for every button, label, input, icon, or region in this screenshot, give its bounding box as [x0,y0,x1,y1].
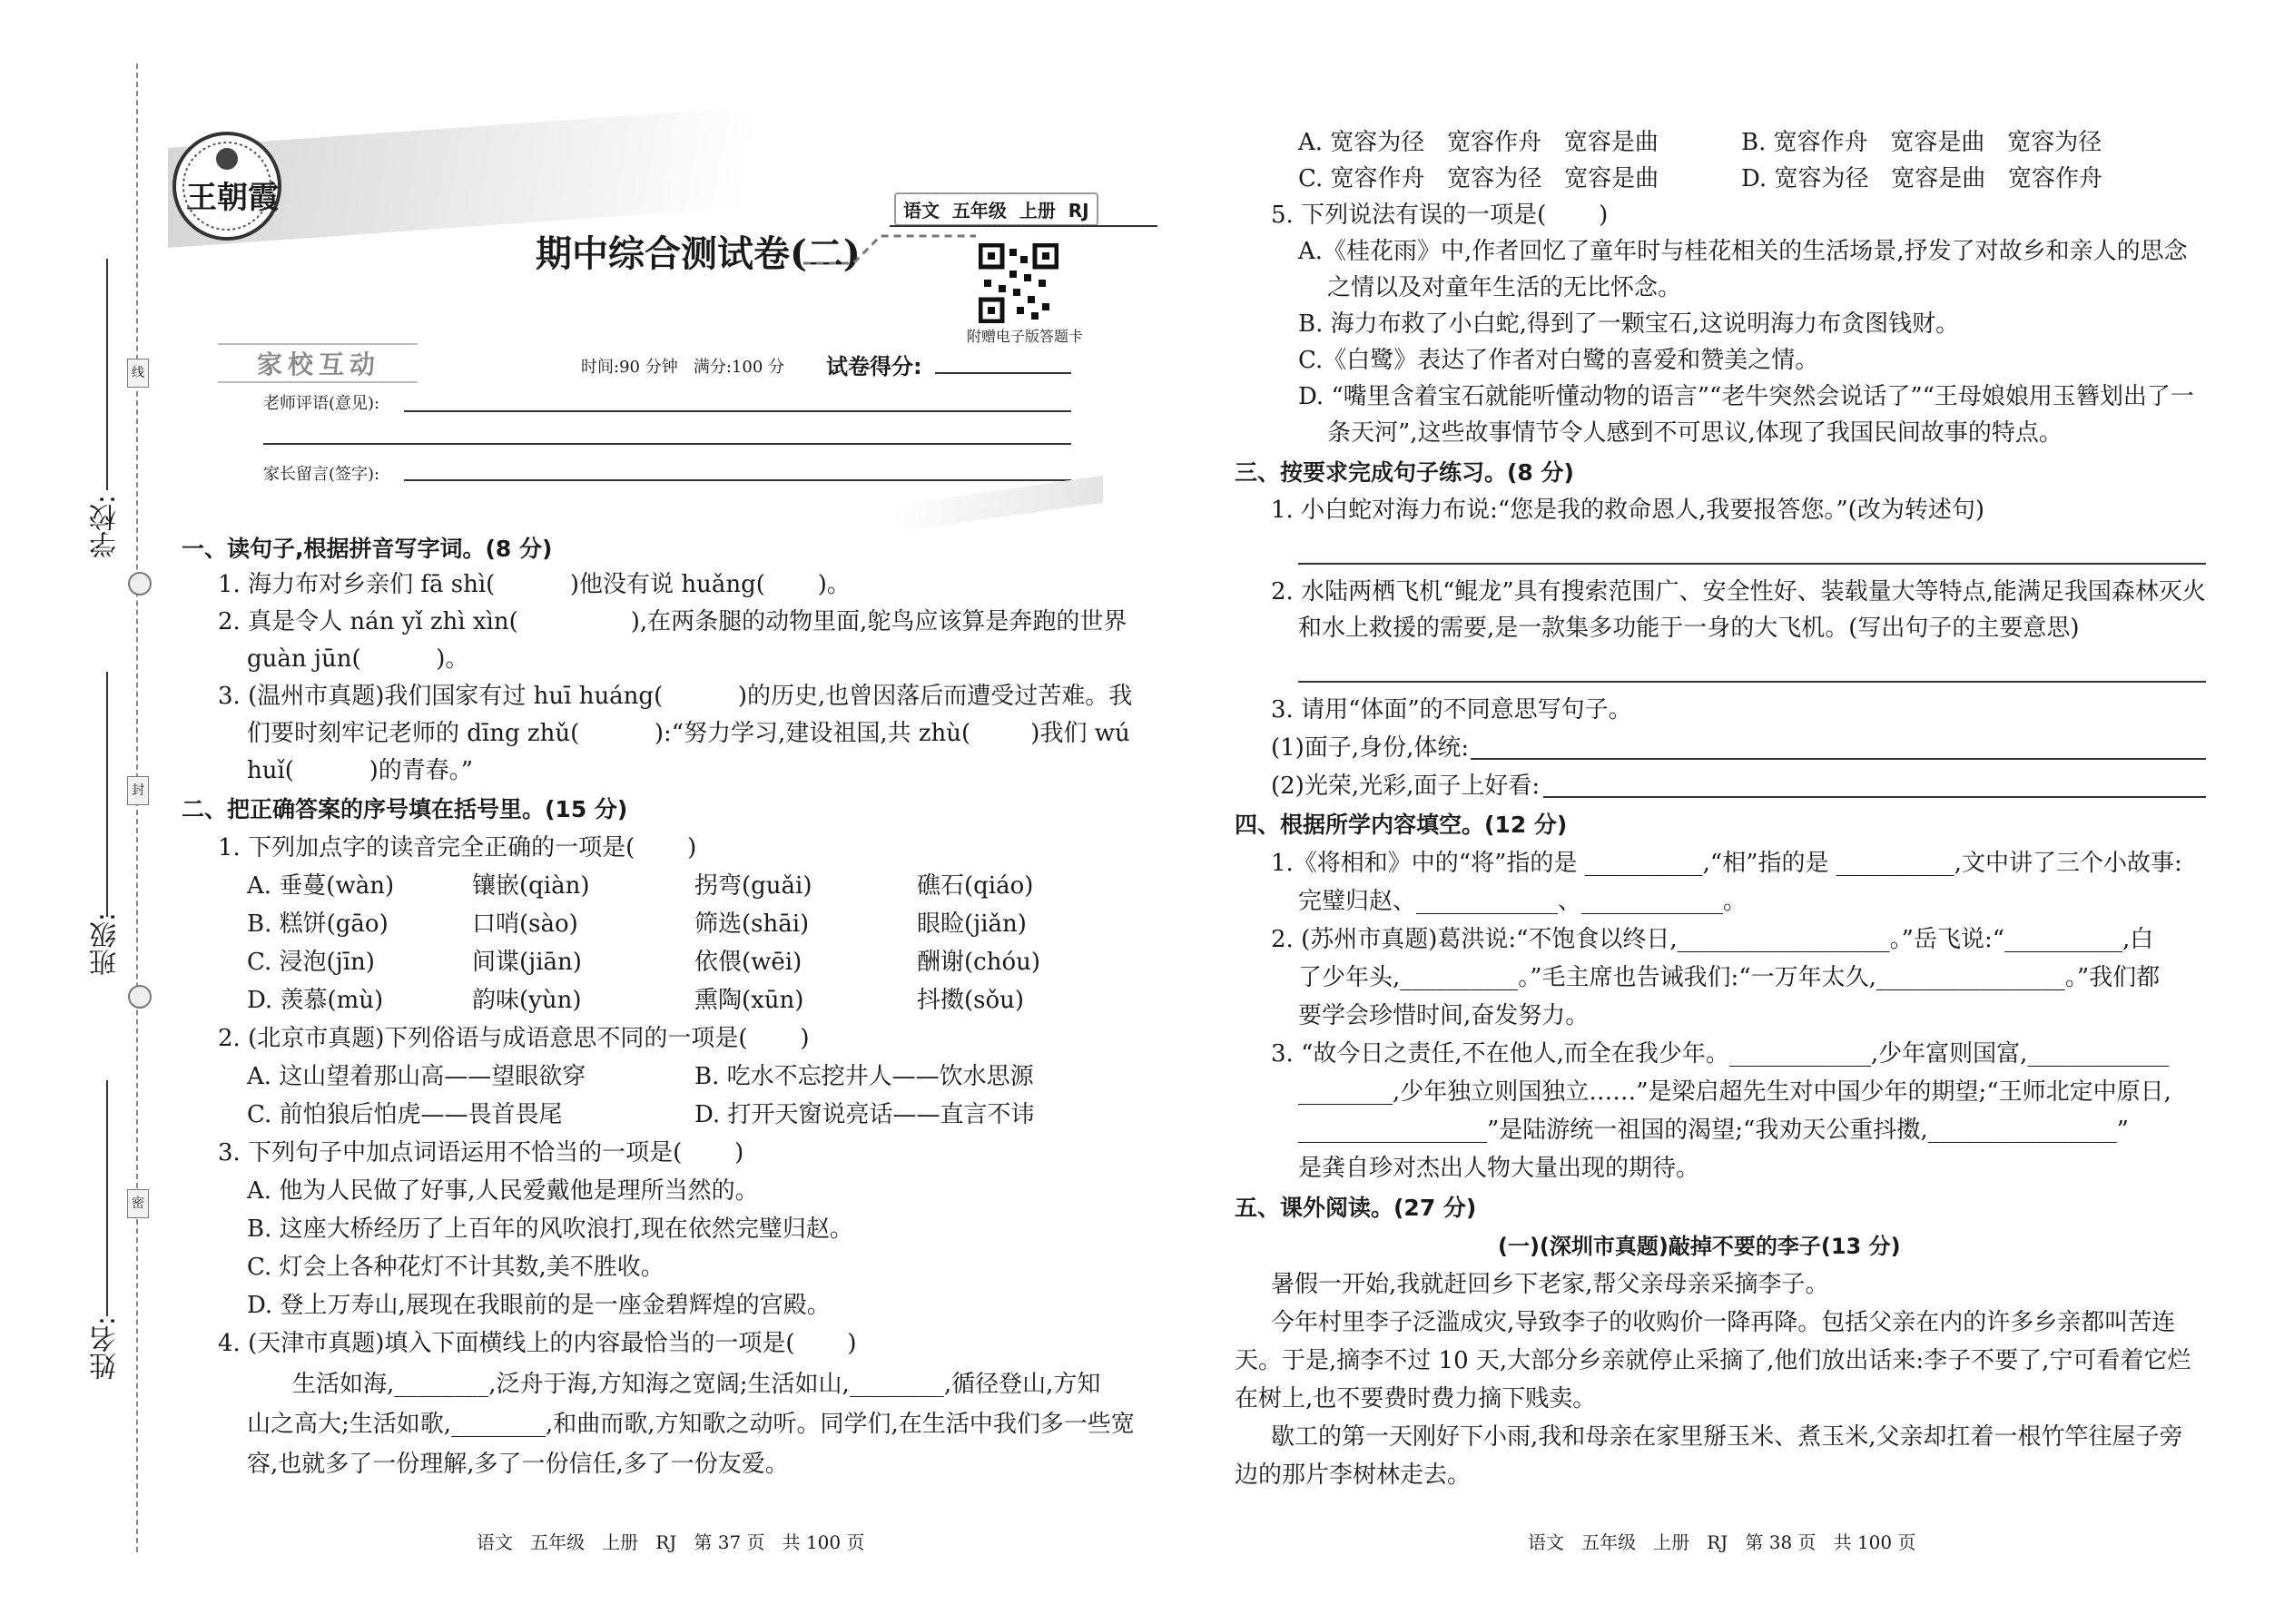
q3-2-cont: 和水上救援的需要,是一款集多功能于一身的大飞机。(写出句子的主要意思) [1298,615,2080,642]
q2-4-passage: 生活如海,________,泛舟于海,方知海之宽阔;生活如山,________,循径登山,方知 [292,1371,1101,1398]
reading-paragraph-cont: 在树上,也不要费时费力摘下贱卖。 [1235,1385,1597,1412]
q3-3-1: (1)面子,身份,体统: [1271,734,1470,762]
q2-5-opt-b: B. 海力布救了小白蛇,得到了一颗宝石,这说明海力布贪图钱财。 [1298,310,1960,338]
q2-1-opt: B. 糕饼(gāo) [247,910,389,938]
binding-mark-seal: 封 [127,776,149,805]
q4-3-cont2: ________________”是陆游统一祖国的渴望;“我劝天公重抖擞,________________” [1298,1117,2129,1144]
q2-1-opt: 眼睑(jiǎn) [917,910,1027,938]
q2-5-opt-d-cont: 条天河”,这些故事情节令人感到不可思议,体现了我国民间故事的特点。 [1327,419,2063,447]
q3-3-2-answer-line[interactable] [1543,796,2206,798]
q2-4-opt: D. 宽容为径 宽容是曲 宽容作舟 [1741,165,2103,192]
q3-3-2: (2)光荣,光彩,面子上好看: [1271,773,1541,800]
q2-2: 2. (北京市真题)下列俗语与成语意思不同的一项是( ) [218,1025,810,1052]
q2-1-opt: 口哨(sào) [472,910,578,938]
q2-1-opt: 筛选(shāi) [694,910,810,938]
class-label: 班级: [90,912,122,977]
q4-3: 3. “故今日之责任,不在他人,而全在我少年。____________,少年富则国富,____________ [1271,1040,2170,1068]
q2-1-opt: C. 浸泡(jīn) [247,949,375,976]
q2-3-opt: A. 他为人民做了好事,人民爱戴他是理所当然的。 [247,1177,759,1205]
q2-1-opt: A. 垂蔓(wàn) [247,872,395,900]
family-school-label: 家校互动 [257,349,381,379]
reading-paragraph: 今年村里李子泛滥成灾,导致李子的收购价一降再降。包括父亲在内的许多乡亲都叫苦连 [1271,1309,2176,1336]
q4-2-cont2: 要学会珍惜时间,奋发努力。 [1298,1002,1590,1029]
q2-1-opt: 韵味(yùn) [472,987,582,1014]
q2-1-opt: 依偎(wēi) [694,949,802,976]
q2-5-opt-c: C.《白鹭》表达了作者对白鹭的喜爱和赞美之情。 [1298,347,1819,374]
footer-right: 语文 五年级 上册 RJ 第 38 页 共 100 页 [1528,1531,1916,1553]
teacher-comment-field-2[interactable] [263,443,1071,445]
q3-2-answer-line[interactable] [1298,681,2206,683]
q2-3: 3. 下列句子中加点词语运用不恰当的一项是( ) [218,1139,744,1166]
q4-2-cont: 了少年头,__________。”毛主席也告诫我们:“一万年太久,________________。”我们都 [1298,964,2161,991]
parent-comment-label: 家长留言(签字): [263,465,380,484]
q1-2: 2. 真是令人 nán yǐ zhì xìn( ),在两条腿的动物里面,鸵鸟应该算是奔跑的世界 [218,608,1127,635]
q1-3-cont: 们要时刻牢记老师的 dīng zhǔ( ):“努力学习,建设祖国,共 zhù( )我们 wú [247,720,1130,747]
reading-paragraph-cont: 边的那片李树林走去。 [1235,1462,1472,1489]
reading-paragraph: 歇工的第一天刚好下小雨,我和母亲在家里掰玉米、煮玉米,父亲却扛着一根竹竿往屋子旁 [1271,1423,2183,1451]
q2-3-opt: D. 登上万寿山,展现在我眼前的是一座金碧辉煌的宫殿。 [247,1292,831,1319]
q2-1-opt: 抖擞(sǒu) [917,987,1025,1014]
q2-4-passage: 容,也就多了一份理解,多了一份信任,多了一份友爱。 [247,1451,789,1478]
q1-2-cont: guàn jūn( )。 [247,645,469,673]
section-2-heading: 二、把正确答案的序号填在括号里。(15 分) [182,796,628,822]
teacher-comment-field[interactable] [404,410,1071,412]
q2-1-opt: 拐弯(guǎi) [694,872,812,900]
section-5-heading: 五、课外阅读。(27 分) [1235,1195,1477,1221]
q2-2-opt: D. 打开天窗说亮话——直言不讳 [694,1101,1035,1128]
q1-1: 1. 海力布对乡亲们 fā shì( )他没有说 huǎng( )。 [218,571,851,598]
q3-2: 2. 水陆两栖飞机“鲲龙”具有搜索范围广、安全性好、装载量大等特点,能满足我国森林灭火 [1271,578,2206,605]
q2-2-opt: A. 这山望着那山高——望眼欲穿 [247,1063,586,1090]
logo-text: 王朝霞 [186,180,279,216]
q2-4-opt: B. 宽容作舟 宽容是曲 宽容为径 [1741,129,2102,156]
q4-2: 2. (苏州市真题)葛洪说:“不饱食以终日,__________________。”岳飞说:“__________,白 [1271,926,2154,953]
score-label: 试卷得分: [826,354,922,379]
footer-left: 语文 五年级 上册 RJ 第 37 页 共 100 页 [477,1531,865,1553]
q2-4-passage: 山之高大;生活如歌,________,和曲而歌,方知歌之动听。同学们,在生活中我们多一些宽 [247,1411,1135,1438]
qr-caption: 附赠电子版答题卡 [967,328,1084,345]
reading-title: (一)(深圳市真题)敲掉不要的李子(13 分) [1498,1234,1901,1259]
q2-5-opt-a: A.《桂花雨》中,作者回忆了童年时与桂花相关的生活场景,抒发了对故乡和亲人的思念 [1298,238,2188,265]
score-field[interactable] [935,372,1071,374]
q4-3-cont3: 是龚自珍对杰出人物大量出现的期待。 [1298,1155,1700,1182]
section-4-heading: 四、根据所学内容填空。(12 分) [1235,812,1568,838]
q2-1-opt: 酬谢(chóu) [917,949,1040,976]
q2-2-opt: B. 吃水不忘挖井人——饮水思源 [694,1063,1034,1090]
parent-comment-field[interactable] [404,479,1071,481]
header-swoosh [894,476,1103,532]
qr-code [979,243,1058,323]
q2-1-opt: 礁石(qiáo) [917,872,1034,900]
q1-3-cont2: huǐ( )的青春。” [247,757,474,784]
q4-1-cont: 完璧归赵、____________、____________。 [1298,888,1748,915]
q2-4: 4. (天津市真题)填入下面横线上的内容最恰当的一项是( ) [218,1330,857,1357]
q2-3-opt: C. 灯会上各种花灯不计其数,美不胜收。 [247,1254,665,1281]
q2-4-opt: A. 宽容为径 宽容作舟 宽容是曲 [1298,129,1659,156]
q2-1: 1. 下列加点字的读音完全正确的一项是( ) [218,834,697,861]
q2-1-opt: 间谍(jiān) [472,949,582,976]
reading-paragraph: 暑假一开始,我就赶回乡下老家,帮父亲母亲采摘李子。 [1271,1271,1829,1298]
exam-title: 期中综合测试卷(二) [536,232,861,275]
binding-mark-line: 线 [127,359,149,388]
binding-hole [128,572,152,595]
name-field-line[interactable] [106,1080,108,1316]
q2-4-opt: C. 宽容作舟 宽容为径 宽容是曲 [1298,165,1659,192]
class-field-line[interactable] [106,672,108,917]
name-label: 姓名: [90,1316,122,1381]
reading-paragraph-cont: 天。于是,摘李不过 10 天,大部分乡亲就停止采摘了,他们放出话来:李子不要了,宁可看着它烂 [1235,1347,2191,1374]
time-info: 时间:90 分钟 满分:100 分 [581,358,784,377]
binding-mark-secret: 密 [127,1189,149,1218]
school-field-line[interactable] [106,259,108,490]
teacher-comment-label: 老师评语(意见): [263,394,380,413]
q2-1-opt: 镶嵌(qiàn) [472,872,590,900]
binding-hole [128,985,152,1009]
q2-5: 5. 下列说法有误的一项是( ) [1271,202,1609,229]
school-label: 学校: [90,495,122,559]
q1-3: 3. (温州市真题)我们国家有过 huī huáng( )的历史,也曾因落后而遭受过苦难。我 [218,683,1133,710]
q3-3-1-answer-line[interactable] [1471,758,2206,760]
q3-3: 3. 请用“体面”的不同意思写句子。 [1271,696,1632,723]
title-dashes [799,218,980,290]
q2-5-opt-a-cont: 之情以及对童年生活的无比怀念。 [1327,274,1682,301]
binding-edge [136,64,140,1552]
subject-tag: 语文 五年级 上册 RJ [894,192,1098,226]
section-1-heading: 一、读句子,根据拼音写字词。(8 分) [182,536,553,562]
q4-1: 1.《将相和》中的“将”指的是 __________,“相”指的是 __________,文中讲了三个小故事: [1271,850,2182,877]
q2-1-opt: D. 羡慕(mù) [247,987,384,1014]
q3-1-answer-line[interactable] [1298,563,2206,565]
q2-1-opt: 熏陶(xūn) [694,987,804,1014]
q2-5-opt-d: D. “嘴里含着宝石就能听懂动物的语言”“老牛突然会说话了”“王母娘娘用玉簪划出了一 [1298,383,2194,410]
q3-1: 1. 小白蛇对海力布说:“您是我的救命恩人,我要报答您。”(改为转述句) [1271,497,1984,524]
q4-3-cont: ________,少年独立则国独立……”是梁启超先生对中国少年的期望;“王师北定中原日, [1298,1078,2171,1106]
q2-2-opt: C. 前怕狼后怕虎——畏首畏尾 [247,1101,563,1128]
q2-3-opt: B. 这座大桥经历了上百年的风吹浪打,现在依然完璧归赵。 [247,1216,853,1243]
section-3-heading: 三、按要求完成句子练习。(8 分) [1235,459,1574,486]
